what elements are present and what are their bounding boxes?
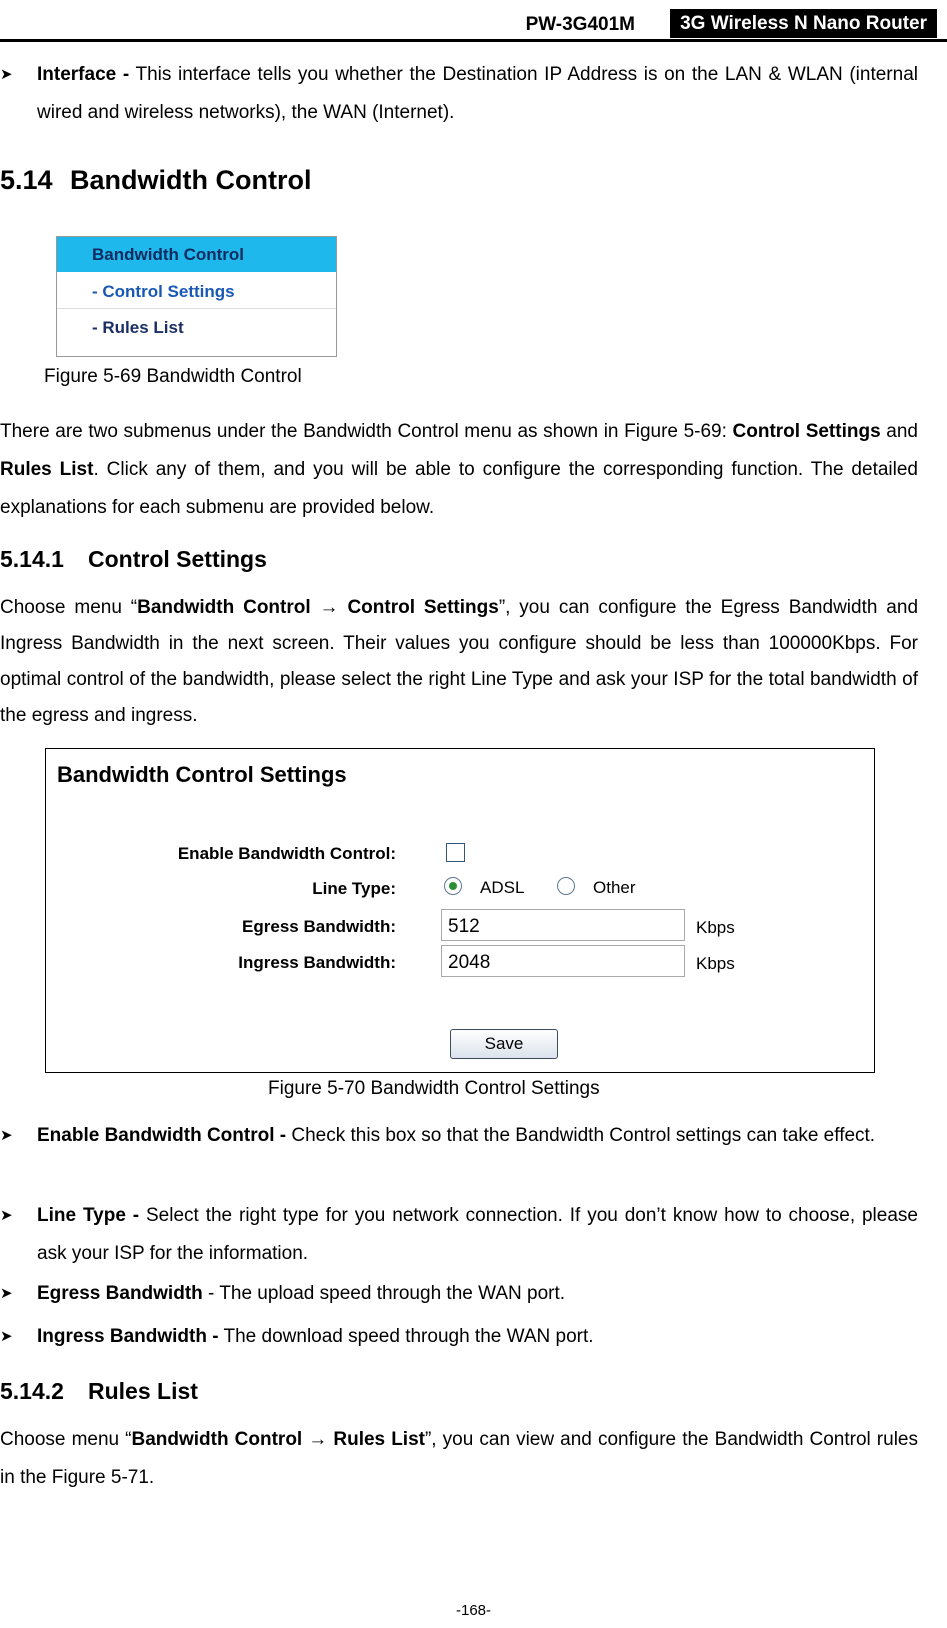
bullet-arrow-icon: ➤ bbox=[0, 1285, 13, 1302]
bold-run: Rules List bbox=[333, 1429, 425, 1450]
subsection-number: 5.14.2 bbox=[0, 1378, 64, 1404]
bullet-term: Line Type - bbox=[37, 1205, 140, 1226]
arrow-run: → bbox=[310, 597, 348, 618]
subsection-title: Control Settings bbox=[88, 546, 267, 572]
bold-run: Bandwidth Control bbox=[137, 597, 311, 618]
text-run: ”, you can view and configure the Bandwidth Control rules in the Figure 5-71. bbox=[0, 1429, 918, 1488]
bold-run: Rules List bbox=[0, 459, 94, 480]
text-run: Choose menu “ bbox=[0, 597, 138, 618]
model-name: PW-3G401M bbox=[525, 14, 635, 35]
text-run: Choose menu “ bbox=[0, 1429, 132, 1450]
section-title: Bandwidth Control bbox=[70, 165, 312, 195]
egress-unit: Kbps bbox=[696, 918, 735, 937]
bold-run: Control Settings bbox=[347, 597, 499, 618]
bullet-term: Enable Bandwidth Control - bbox=[37, 1125, 287, 1146]
bullet-text: Check this box so that the Bandwidth Control settings can take effect. bbox=[286, 1125, 876, 1146]
bandwidth-control-settings-panel bbox=[45, 748, 875, 1073]
bullet-ingress-bandwidth bbox=[0, 1318, 918, 1356]
menu-item-rules-list[interactable]: - Rules List bbox=[92, 318, 184, 337]
line-type-adsl-radio[interactable] bbox=[444, 877, 462, 895]
egress-row bbox=[46, 909, 874, 943]
ingress-row bbox=[46, 945, 874, 979]
product-name: 3G Wireless N Nano Router bbox=[670, 9, 937, 38]
line-type-other-radio[interactable] bbox=[557, 877, 575, 895]
ingress-bandwidth-input[interactable]: 2048 bbox=[441, 945, 685, 977]
bullet-text: This interface tells you whether the Destination IP Address is on the LAN & WLAN (internal wired and wireless networks), the WAN (Internet). bbox=[37, 64, 918, 123]
bullet-egress-bandwidth bbox=[0, 1275, 918, 1313]
enable-bandwidth-control-checkbox[interactable] bbox=[446, 843, 465, 862]
menu-item-bandwidth-control[interactable]: Bandwidth Control bbox=[57, 237, 336, 272]
radio-selected-dot bbox=[449, 882, 457, 890]
bullet-text: - The upload speed through the WAN port. bbox=[202, 1283, 566, 1304]
subsection-number: 5.14.1 bbox=[0, 546, 64, 572]
line-type-row bbox=[46, 871, 874, 905]
bullet-text: The download speed through the WAN port. bbox=[218, 1326, 594, 1347]
bullet-text: Select the right type for you network connection. If you don’t know how to choose, please ask your ISP for the information. bbox=[37, 1205, 918, 1264]
section-heading bbox=[0, 165, 311, 196]
bullet-term: Egress Bandwidth bbox=[37, 1283, 203, 1304]
egress-bandwidth-input[interactable]: 512 bbox=[441, 909, 685, 941]
text-run: and bbox=[880, 421, 918, 442]
bullet-term: Interface - bbox=[37, 64, 130, 85]
bold-run: Control Settings bbox=[732, 421, 881, 442]
section-number: 5.14 bbox=[0, 165, 53, 195]
other-option-label: Other bbox=[593, 878, 636, 897]
arrow-run: → bbox=[302, 1429, 334, 1450]
bullet-enable-bandwidth-control bbox=[0, 1117, 918, 1155]
line-type-label: Line Type: bbox=[312, 879, 396, 898]
page-header bbox=[0, 0, 947, 42]
paragraph-control-settings bbox=[0, 590, 918, 734]
bandwidth-control-menu bbox=[56, 236, 337, 357]
subsection-title: Rules List bbox=[88, 1378, 198, 1404]
panel-title: Bandwidth Control Settings bbox=[57, 762, 347, 787]
bullet-arrow-icon: ➤ bbox=[0, 1207, 13, 1224]
bullet-term: Ingress Bandwidth - bbox=[37, 1326, 219, 1347]
bullet-line-type bbox=[0, 1197, 918, 1273]
bullet-interface bbox=[0, 56, 918, 132]
subsection-heading-rules-list bbox=[0, 1378, 198, 1405]
bullet-arrow-icon: ➤ bbox=[0, 1127, 13, 1144]
egress-label: Egress Bandwidth: bbox=[242, 917, 396, 936]
paragraph-rules-list bbox=[0, 1421, 918, 1497]
figure-69-caption: Figure 5-69 Bandwidth Control bbox=[44, 366, 302, 387]
text-run: There are two submenus under the Bandwidth Control menu as shown in Figure 5-69: bbox=[0, 421, 733, 442]
enable-row bbox=[46, 836, 874, 870]
save-button[interactable]: Save bbox=[450, 1029, 558, 1059]
adsl-option-label: ADSL bbox=[480, 878, 525, 897]
enable-label: Enable Bandwidth Control: bbox=[177, 844, 396, 863]
bullet-arrow-icon: ➤ bbox=[0, 66, 13, 83]
ingress-unit: Kbps bbox=[696, 954, 735, 973]
subsection-heading-control-settings bbox=[0, 546, 267, 573]
menu-item-control-settings[interactable]: - Control Settings bbox=[57, 274, 336, 309]
figure-70-caption: Figure 5-70 Bandwidth Control Settings bbox=[268, 1078, 600, 1099]
page-number: -168- bbox=[455, 1602, 492, 1619]
paragraph-submenus bbox=[0, 413, 918, 527]
ingress-label: Ingress Bandwidth: bbox=[238, 953, 396, 972]
text-run: ”, you can configure the Egress Bandwidth and Ingress Bandwidth in the next screen. Their values you configure should be less than 100000Kbps. For optimal control of the bandwidth, please select the right Line Type and ask your ISP for the total bandwidth of the egress and ingress. bbox=[0, 597, 919, 726]
header-rule bbox=[0, 39, 947, 42]
bullet-arrow-icon: ➤ bbox=[0, 1328, 13, 1345]
text-run: . Click any of them, and you will be able to configure the corresponding function. The detailed explanations for each submenu are provided below. bbox=[0, 459, 918, 518]
bold-run: Bandwidth Control bbox=[131, 1429, 303, 1450]
